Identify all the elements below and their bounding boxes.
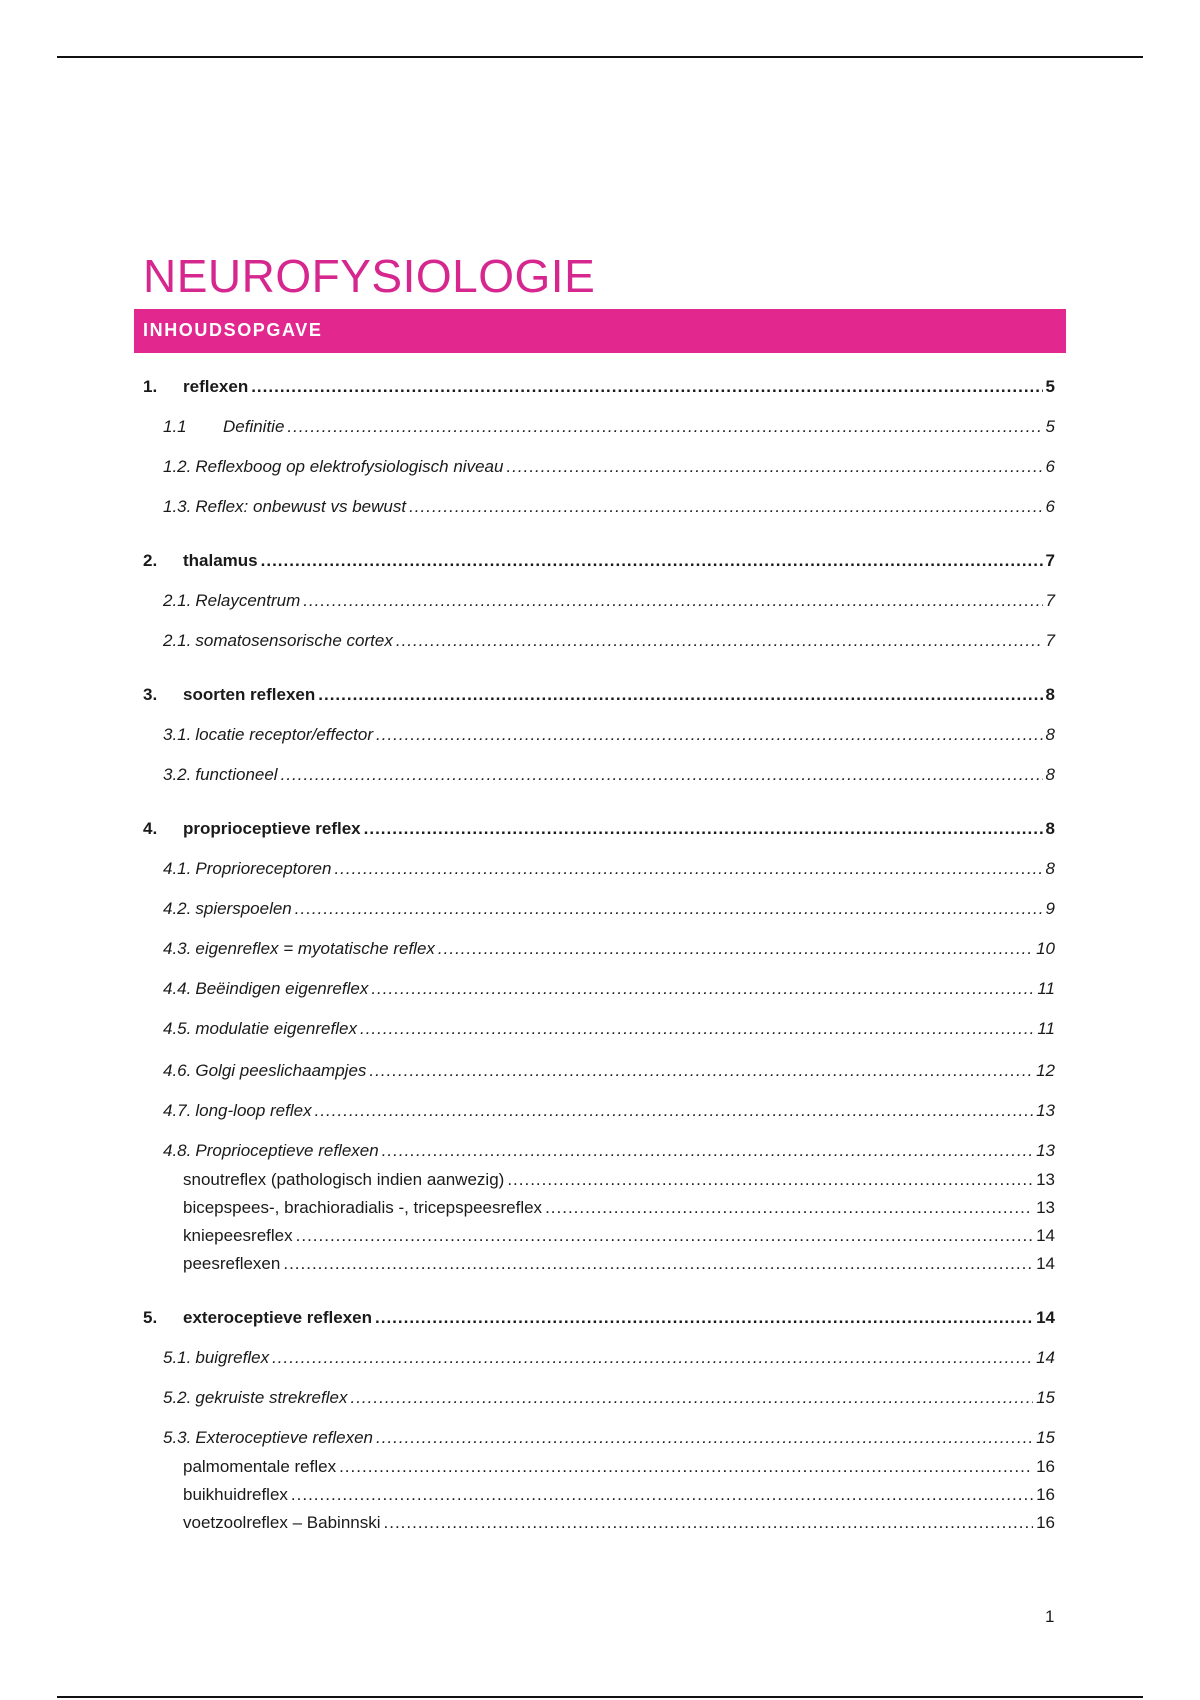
toc-section-4-2[interactable] [163,899,1055,923]
toc-leader-dots [281,765,1043,785]
toc-entry-page: 6 [1045,497,1055,516]
toc-section-4-7[interactable] [163,1101,1055,1125]
toc-chapter-5[interactable] [143,1308,1055,1332]
toc-entry-number: 4.3. [163,939,192,958]
toc-leader-dots [506,457,1042,477]
toc-entry-page: 16 [1036,1513,1055,1532]
toc-section-1-2[interactable] [163,457,1055,481]
toc-entry-number: 2. [143,551,158,570]
toc-subentry[interactable] [183,1457,1055,1481]
toc-subentry[interactable] [183,1513,1055,1537]
toc-heading: INHOUDSOPGAVE [143,320,323,340]
toc-entry-number: 4.5. [163,1019,192,1038]
toc-entry-number: 4. [143,819,158,838]
page-number: 1 [1045,1607,1055,1626]
toc-section-4-3[interactable] [163,939,1055,963]
toc-section-5-1[interactable] [163,1348,1055,1372]
toc-entry-page: 5 [1045,417,1055,436]
toc-entry-page: 8 [1045,725,1055,744]
toc-section-2-1[interactable] [163,591,1055,615]
toc-section-3-2[interactable] [163,765,1055,789]
toc-subentry[interactable] [183,1485,1055,1509]
toc-leader-dots [339,1457,1033,1477]
toc-entry-title: Reflexboog op elektrofysiologisch niveau [195,457,504,476]
toc-leader-dots [283,1254,1033,1274]
toc-entry-title: voetzoolreflex – Babinnski [183,1513,381,1532]
toc-entry-page: 12 [1036,1061,1055,1080]
toc-entry-title: buigreflex [195,1348,270,1367]
toc-entry-page: 16 [1036,1457,1055,1476]
document-title: NEUROFYSIOLOGIE [143,249,596,302]
toc-section-2-2[interactable] [163,631,1055,655]
toc-leader-dots [364,819,1043,839]
toc-entry-title: functioneel [195,765,278,784]
toc-entry-page: 8 [1045,765,1055,784]
toc-entry-title: Proprioreceptoren [195,859,332,878]
toc-entry-page: 14 [1036,1226,1055,1245]
toc-entry-page: 8 [1045,685,1055,704]
toc-entry-page: 6 [1045,457,1055,476]
toc-subentry[interactable] [183,1198,1055,1222]
toc-leader-dots [350,1388,1033,1408]
toc-leader-dots [384,1513,1034,1533]
toc-entry-title: soorten reflexen [183,685,316,704]
toc-entry-page: 13 [1036,1198,1055,1217]
toc-section-3-1[interactable] [163,725,1055,749]
toc-chapter-4[interactable] [143,819,1055,843]
toc-entry-title: Definitie [223,417,285,436]
toc-leader-dots [371,979,1034,999]
toc-entry-number: 4.6. [163,1061,192,1080]
toc-entry-page: 7 [1045,591,1055,610]
toc-entry-number: 1.3. [163,497,192,516]
toc-entry-page: 16 [1036,1485,1055,1504]
footer-rule [57,1696,1143,1698]
toc-entry-title: reflexen [183,377,249,396]
toc-entry-number: 3.1. [163,725,192,744]
toc-entry-number: 5.3. [163,1428,192,1447]
toc-entry-number: 4.1. [163,859,192,878]
toc-entry-number: 4.4. [163,979,192,998]
toc-entry-page: 13 [1036,1141,1055,1160]
toc-entry-number: 2.1. [163,631,192,650]
toc-entry-number: 4.8. [163,1141,192,1160]
toc-leader-dots [315,1101,1033,1121]
toc-entry-page: 11 [1037,979,1055,998]
toc-entry-page: 7 [1045,631,1055,650]
toc-entry-number: 3. [143,685,158,704]
toc-leader-dots [303,591,1042,611]
toc-entry-title: Beëindigen eigenreflex [195,979,369,998]
toc-entry-title: Golgi peeslichaampjes [195,1061,367,1080]
toc-leader-dots [507,1170,1033,1190]
toc-entry-title: Proprioceptieve reflexen [195,1141,379,1160]
toc-section-4-6[interactable] [163,1061,1055,1085]
toc-subentry[interactable] [183,1170,1055,1194]
toc-entry-page: 10 [1036,939,1055,958]
toc-entry-title: Reflex: onbewust vs bewust [195,497,407,516]
toc-entry-title: eigenreflex = myotatische reflex [195,939,435,958]
toc-entry-page: 9 [1045,899,1055,918]
toc-section-1-1[interactable] [163,417,1055,441]
toc-entry-page: 5 [1045,377,1055,396]
toc-leader-dots [251,377,1042,397]
toc-entry-title: thalamus [183,551,258,570]
toc-entry-number: 1. [143,377,158,396]
toc-entry-title: exteroceptieve reflexen [183,1308,372,1327]
toc-entry-title: peesreflexen [183,1254,281,1273]
toc-entry-title: snoutreflex (pathologisch indien aanwezig) [183,1170,505,1189]
toc-entry-number: 5.2. [163,1388,192,1407]
toc-leader-dots [261,551,1043,571]
toc-entry-title: long-loop reflex [195,1101,312,1120]
toc-entry-title: bicepspees-, brachioradialis -, tricepspeesreflex [183,1198,543,1217]
toc-entry-title: gekruiste strekreflex [195,1388,348,1407]
toc-leader-dots [334,859,1042,879]
toc-entry-title: Exteroceptieve reflexen [195,1428,374,1447]
toc-leader-dots [295,899,1043,919]
toc-entry-title: locatie receptor/effector [195,725,374,744]
header-rule [57,56,1143,58]
toc-chapter-1[interactable] [143,377,1055,401]
toc-entry-page: 8 [1045,819,1055,838]
toc-leader-dots [376,725,1043,745]
toc-entry-page: 15 [1036,1388,1055,1407]
toc-chapter-2[interactable] [143,551,1055,575]
toc-leader-dots [375,1308,1033,1328]
toc-entry-page: 13 [1036,1170,1055,1189]
toc-entry-number: 5. [143,1308,158,1327]
toc-entry-page: 15 [1036,1428,1055,1447]
toc-entry-title: buikhuidreflex [183,1485,288,1504]
toc-section-4-4[interactable] [163,979,1055,1003]
toc-section-4-5[interactable] [163,1019,1055,1043]
toc-section-5-2[interactable] [163,1388,1055,1412]
toc-entry-number: 1.1 [163,417,187,436]
toc-leader-dots [396,631,1043,651]
toc-entry-number: 5.1. [163,1348,192,1367]
toc-entry-page: 7 [1045,551,1055,570]
toc-entry-number: 4.2. [163,899,192,918]
toc-section-1-3[interactable] [163,497,1055,521]
toc-leader-dots [369,1061,1033,1081]
toc-entry-page: 14 [1036,1308,1055,1327]
toc-leader-dots [438,939,1033,959]
toc-section-4-1[interactable] [163,859,1055,883]
toc-leader-dots [409,497,1042,517]
toc-chapter-3[interactable] [143,685,1055,709]
toc-leader-dots [360,1019,1034,1039]
toc-leader-dots [318,685,1042,705]
toc-leader-dots [545,1198,1033,1218]
toc-entry-title: Relaycentrum [195,591,301,610]
toc-heading-banner [134,309,1066,353]
toc-subentry[interactable] [183,1226,1055,1250]
toc-entry-number: 1.2. [163,457,192,476]
toc-entry-number: 3.2. [163,765,192,784]
toc-leader-dots [272,1348,1033,1368]
toc-entry-page: 8 [1045,859,1055,878]
toc-entry-title: modulatie eigenreflex [195,1019,357,1038]
toc-entry-page: 14 [1036,1348,1055,1367]
toc-entry-number: 4.7. [163,1101,192,1120]
toc-entry-number: 2.1. [163,591,192,610]
toc-entry-page: 14 [1036,1254,1055,1273]
toc-entry-title: somatosensorische cortex [195,631,393,650]
toc-entry-page: 13 [1036,1101,1055,1120]
toc-section-5-3[interactable] [163,1428,1055,1452]
toc-leader-dots [376,1428,1033,1448]
toc-leader-dots [287,417,1042,437]
toc-entry-title: palmomentale reflex [183,1457,337,1476]
toc-leader-dots [291,1485,1033,1505]
toc-section-4-8[interactable] [163,1141,1055,1165]
toc-entry-title: spierspoelen [195,899,292,918]
toc-entry-title: kniepeesreflex [183,1226,293,1245]
toc-entry-page: 11 [1037,1019,1055,1038]
toc-leader-dots [296,1226,1033,1246]
toc-leader-dots [382,1141,1033,1161]
toc-entry-title: proprioceptieve reflex [183,819,361,838]
toc-subentry[interactable] [183,1254,1055,1278]
